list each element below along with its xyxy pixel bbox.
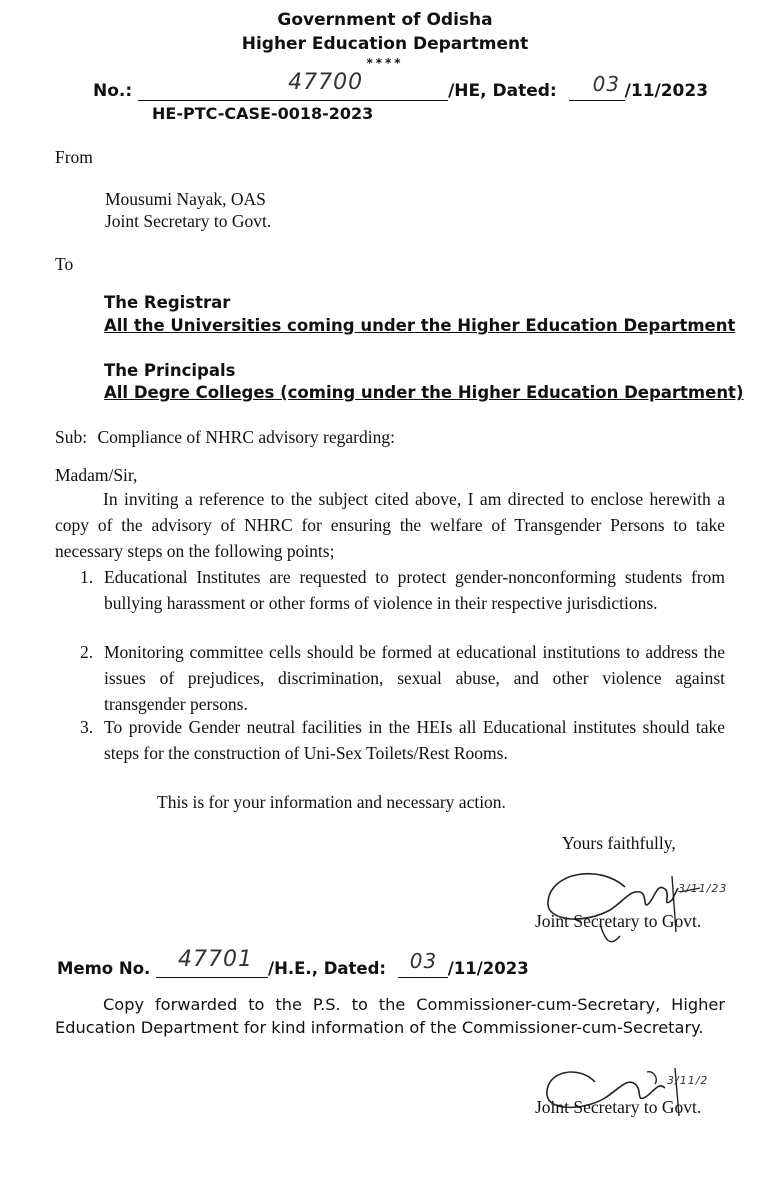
ref-no-label: No.: (93, 81, 133, 101)
signoff-designation: Joint Secretary to Govt. (535, 911, 702, 931)
point-3-text: To provide Gender neutral facilities in the HEIs all Educational institutes should take steps for the construction of Uni-Sex Toilets/Rest Rooms. (104, 717, 725, 763)
memo-text: Copy forwarded to the P.S. to the Commissioner-cum-Secretary, Higher Education Department for kind information of the Commissioner-cum-Secretary. (55, 995, 725, 1037)
memo-line (57, 947, 529, 978)
memo-no-handwritten: 47701 (178, 947, 254, 972)
point-1-text: Educational Institutes are requested to protect gender-nonconforming students from bullying harassment or other forms of violence in their respective jurisdictions. (104, 567, 725, 613)
department-title: Higher Education Department (241, 34, 529, 54)
recipient1-title: The Registrar (104, 293, 231, 312)
signature-1-scribble (530, 862, 730, 952)
point-2-text: Monitoring committee cells should be formed at educational institutions to address the issues of prejudices, discrimination, sexual abuse, and other violence against transgender persons. (104, 642, 725, 714)
ref-date-day-handwritten: 03 (592, 72, 621, 96)
point-3-number: 3. (80, 717, 94, 737)
from-name: Mousumi Nayak, OAS (105, 189, 266, 209)
yours-faithfully: Yours faithfully, (562, 833, 676, 853)
memo-date-day-field (398, 949, 448, 978)
memo-suffix: /H.E., Dated: (268, 959, 387, 978)
reference-line (93, 70, 709, 101)
recipient2-title: The Principals (104, 361, 236, 380)
subject-line (55, 427, 395, 448)
recipient1-desc: All the Universities coming under the Higher Education Department (104, 316, 736, 335)
ref-no-field (138, 70, 448, 101)
government-title: Government of Odisha (277, 10, 493, 30)
subject-text: Compliance of NHRC advisory regarding: (97, 427, 395, 447)
memo-label: Memo No. (57, 959, 151, 978)
memo-no-field (156, 947, 268, 978)
point-1-number: 1. (80, 567, 94, 587)
signature-1 (530, 862, 730, 952)
intro-paragraph: In inviting a reference to the subject cited above, I am directed to enclose herewith a copy of the advisory of NHRC for ensuring the welfare of Transgender Persons to take necessary steps on the following points; (55, 489, 725, 561)
signature-1-date: 3/11/23 (678, 882, 728, 895)
memo-date-rest: /11/2023 (447, 959, 529, 978)
signature-2-date: 3/11/2 (667, 1074, 709, 1087)
subject-label: Sub: (55, 427, 88, 447)
header-stars: **** (366, 56, 404, 70)
point-2-number: 2. (80, 642, 94, 662)
ref-date-rest: /11/2023 (624, 81, 709, 101)
closing-line: This is for your information and necessary action. (157, 792, 506, 812)
ref-no-handwritten: 47700 (288, 70, 364, 95)
ref-date-day-field (569, 72, 625, 101)
case-number: HE-PTC-CASE-0018-2023 (152, 104, 374, 123)
salutation: Madam/Sir, (55, 465, 138, 485)
recipient2-desc: All Degre Colleges (coming under the Higher Education Department) (104, 383, 744, 402)
from-designation: Joint Secretary to Govt. (105, 211, 272, 231)
memo-designation: Joint Secretary to Govt. (535, 1097, 702, 1117)
ref-suffix: /HE, Dated: (448, 81, 557, 101)
memo-date-day-handwritten: 03 (409, 949, 438, 973)
to-label: To (55, 254, 74, 274)
from-label: From (55, 147, 93, 167)
